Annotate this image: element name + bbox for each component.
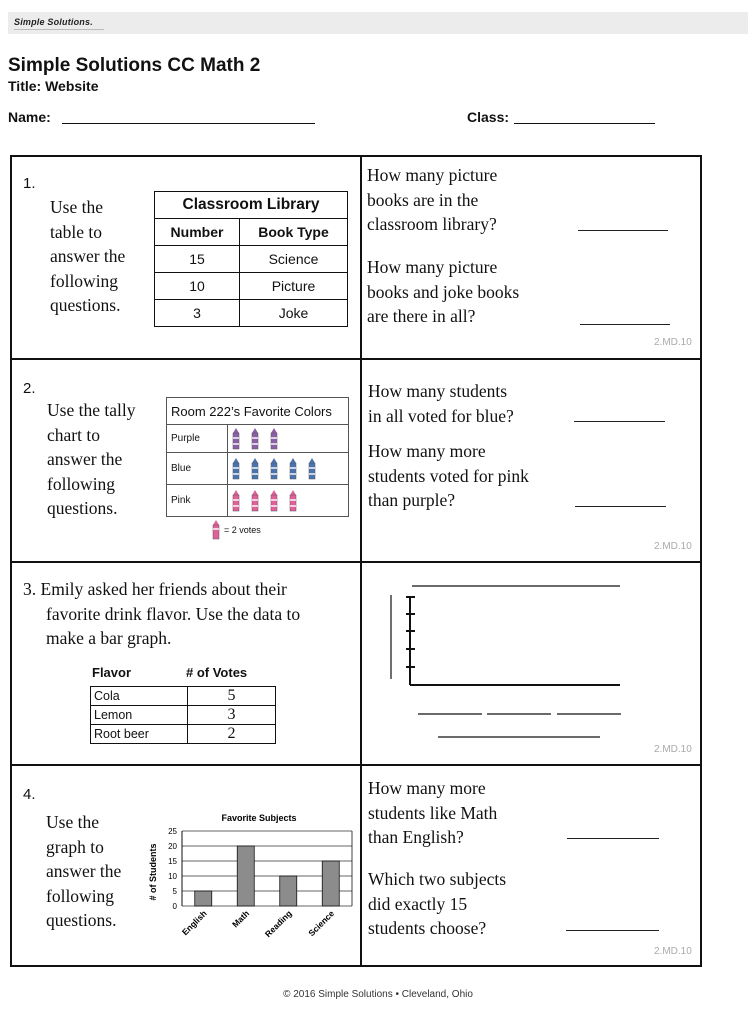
table-row: Root beer 2 xyxy=(91,725,276,744)
x-tick-label: Math xyxy=(230,908,252,930)
flavor-table xyxy=(90,686,276,744)
crayon-icon xyxy=(289,490,297,512)
table-row: Lemon 3 xyxy=(91,706,276,725)
column-header: # of Votes xyxy=(186,665,248,680)
q4-answer-a[interactable] xyxy=(567,838,659,839)
tally-row: Blue xyxy=(167,453,349,485)
favorite-subjects-chart xyxy=(144,808,356,958)
grid-divider-3 xyxy=(10,764,702,766)
name-label: Name: xyxy=(8,109,51,125)
q2-instruction: Use the tally chart to answer the following questions. xyxy=(47,400,136,518)
q1-answer-b[interactable] xyxy=(580,324,670,325)
crayon-icon xyxy=(232,428,240,450)
bar xyxy=(195,891,212,906)
y-tick-label: 10 xyxy=(168,872,177,881)
crayon-icon xyxy=(308,458,316,480)
y-tick-label: 5 xyxy=(172,887,177,896)
table-row: 15 Science xyxy=(155,246,348,273)
crayon-icon xyxy=(251,458,259,480)
y-tick-label: 0 xyxy=(172,902,177,911)
x-tick-label: Science xyxy=(306,908,337,939)
column-header: Book Type xyxy=(240,219,348,246)
worksheet-title: Title: Website xyxy=(8,78,99,94)
crayon-icon xyxy=(270,458,278,480)
crayon-icon xyxy=(232,490,240,512)
q1-question-b: How many picture books and joke books are there in all? xyxy=(367,257,520,326)
q2-question-a: How many students in all voted for blue? xyxy=(368,381,514,426)
q4-question-a: How many more students like Math than English? xyxy=(368,778,498,847)
logo: Simple Solutions. xyxy=(14,17,93,27)
crayon-icon xyxy=(270,428,278,450)
bar xyxy=(322,861,339,906)
q1-question-a: How many picture books are in the classroom library? xyxy=(367,165,498,234)
y-tick-label: 25 xyxy=(168,827,177,836)
crayon-icon xyxy=(289,458,297,480)
q4-answer-b[interactable] xyxy=(566,930,659,931)
grid-divider-2 xyxy=(10,561,702,563)
chart-title: Favorite Subjects xyxy=(221,813,297,823)
table-row: Cola 5 xyxy=(91,687,276,706)
crayon-icon xyxy=(232,458,240,480)
q3-text: 3. Emily asked her friends about their favorite drink flavor. Use the data to make a bar graph. xyxy=(23,579,301,648)
q1-answer-a[interactable] xyxy=(578,230,668,231)
y-axis-label: # of Students xyxy=(148,843,158,901)
page-title: Simple Solutions CC Math 2 xyxy=(8,55,261,76)
q4-number: 4. xyxy=(23,786,36,803)
tally-title: Room 222’s Favorite Colors xyxy=(167,398,349,425)
q3-number: 3. xyxy=(23,579,37,599)
column-header: Number xyxy=(155,219,240,246)
library-table xyxy=(154,191,348,327)
x-tick-label: Reading xyxy=(262,908,294,940)
q1-instruction: Use the table to answer the following questions. xyxy=(50,197,126,315)
class-field[interactable] xyxy=(514,123,655,124)
crayon-key-icon xyxy=(212,520,220,545)
header-bar xyxy=(8,12,748,34)
q2-answer-a[interactable] xyxy=(574,421,665,422)
table-row: 10 Picture xyxy=(155,273,348,300)
standard-code: 2.MD.10 xyxy=(654,541,692,552)
tally-row: Pink xyxy=(167,485,349,517)
footer: © 2016 Simple Solutions • Cleveland, Ohio xyxy=(283,989,473,1000)
tally-row: Purple xyxy=(167,425,349,453)
tally-chart xyxy=(166,397,349,517)
q2-answer-b[interactable] xyxy=(575,506,666,507)
q4-question-b: Which two subjects did exactly 15 students choose? xyxy=(368,869,507,938)
bar xyxy=(237,846,254,906)
q2-question-b: How many more students voted for pink than purple? xyxy=(368,441,529,510)
standard-code: 2.MD.10 xyxy=(654,744,692,755)
blank-bar-graph[interactable] xyxy=(380,575,640,745)
tally-key: = 2 votes xyxy=(224,525,261,535)
q2-number: 2. xyxy=(23,380,36,397)
table-title: Classroom Library xyxy=(155,192,348,219)
class-label: Class: xyxy=(467,109,510,125)
logo-underline xyxy=(14,29,104,30)
x-tick-label: English xyxy=(179,908,209,938)
standard-code: 2.MD.10 xyxy=(654,946,692,957)
bar xyxy=(280,876,297,906)
crayon-icon xyxy=(270,490,278,512)
grid-divider-1 xyxy=(10,358,702,360)
y-tick-label: 15 xyxy=(168,857,177,866)
q1-number: 1. xyxy=(23,175,36,192)
crayon-icon xyxy=(251,490,259,512)
column-header: Flavor xyxy=(92,665,132,680)
standard-code: 2.MD.10 xyxy=(654,337,692,348)
name-field[interactable] xyxy=(62,123,315,124)
crayon-icon xyxy=(251,428,259,450)
y-tick-label: 20 xyxy=(168,842,177,851)
table-row: 3 Joke xyxy=(155,300,348,327)
q4-instruction: Use the graph to answer the following questions. xyxy=(46,812,122,930)
